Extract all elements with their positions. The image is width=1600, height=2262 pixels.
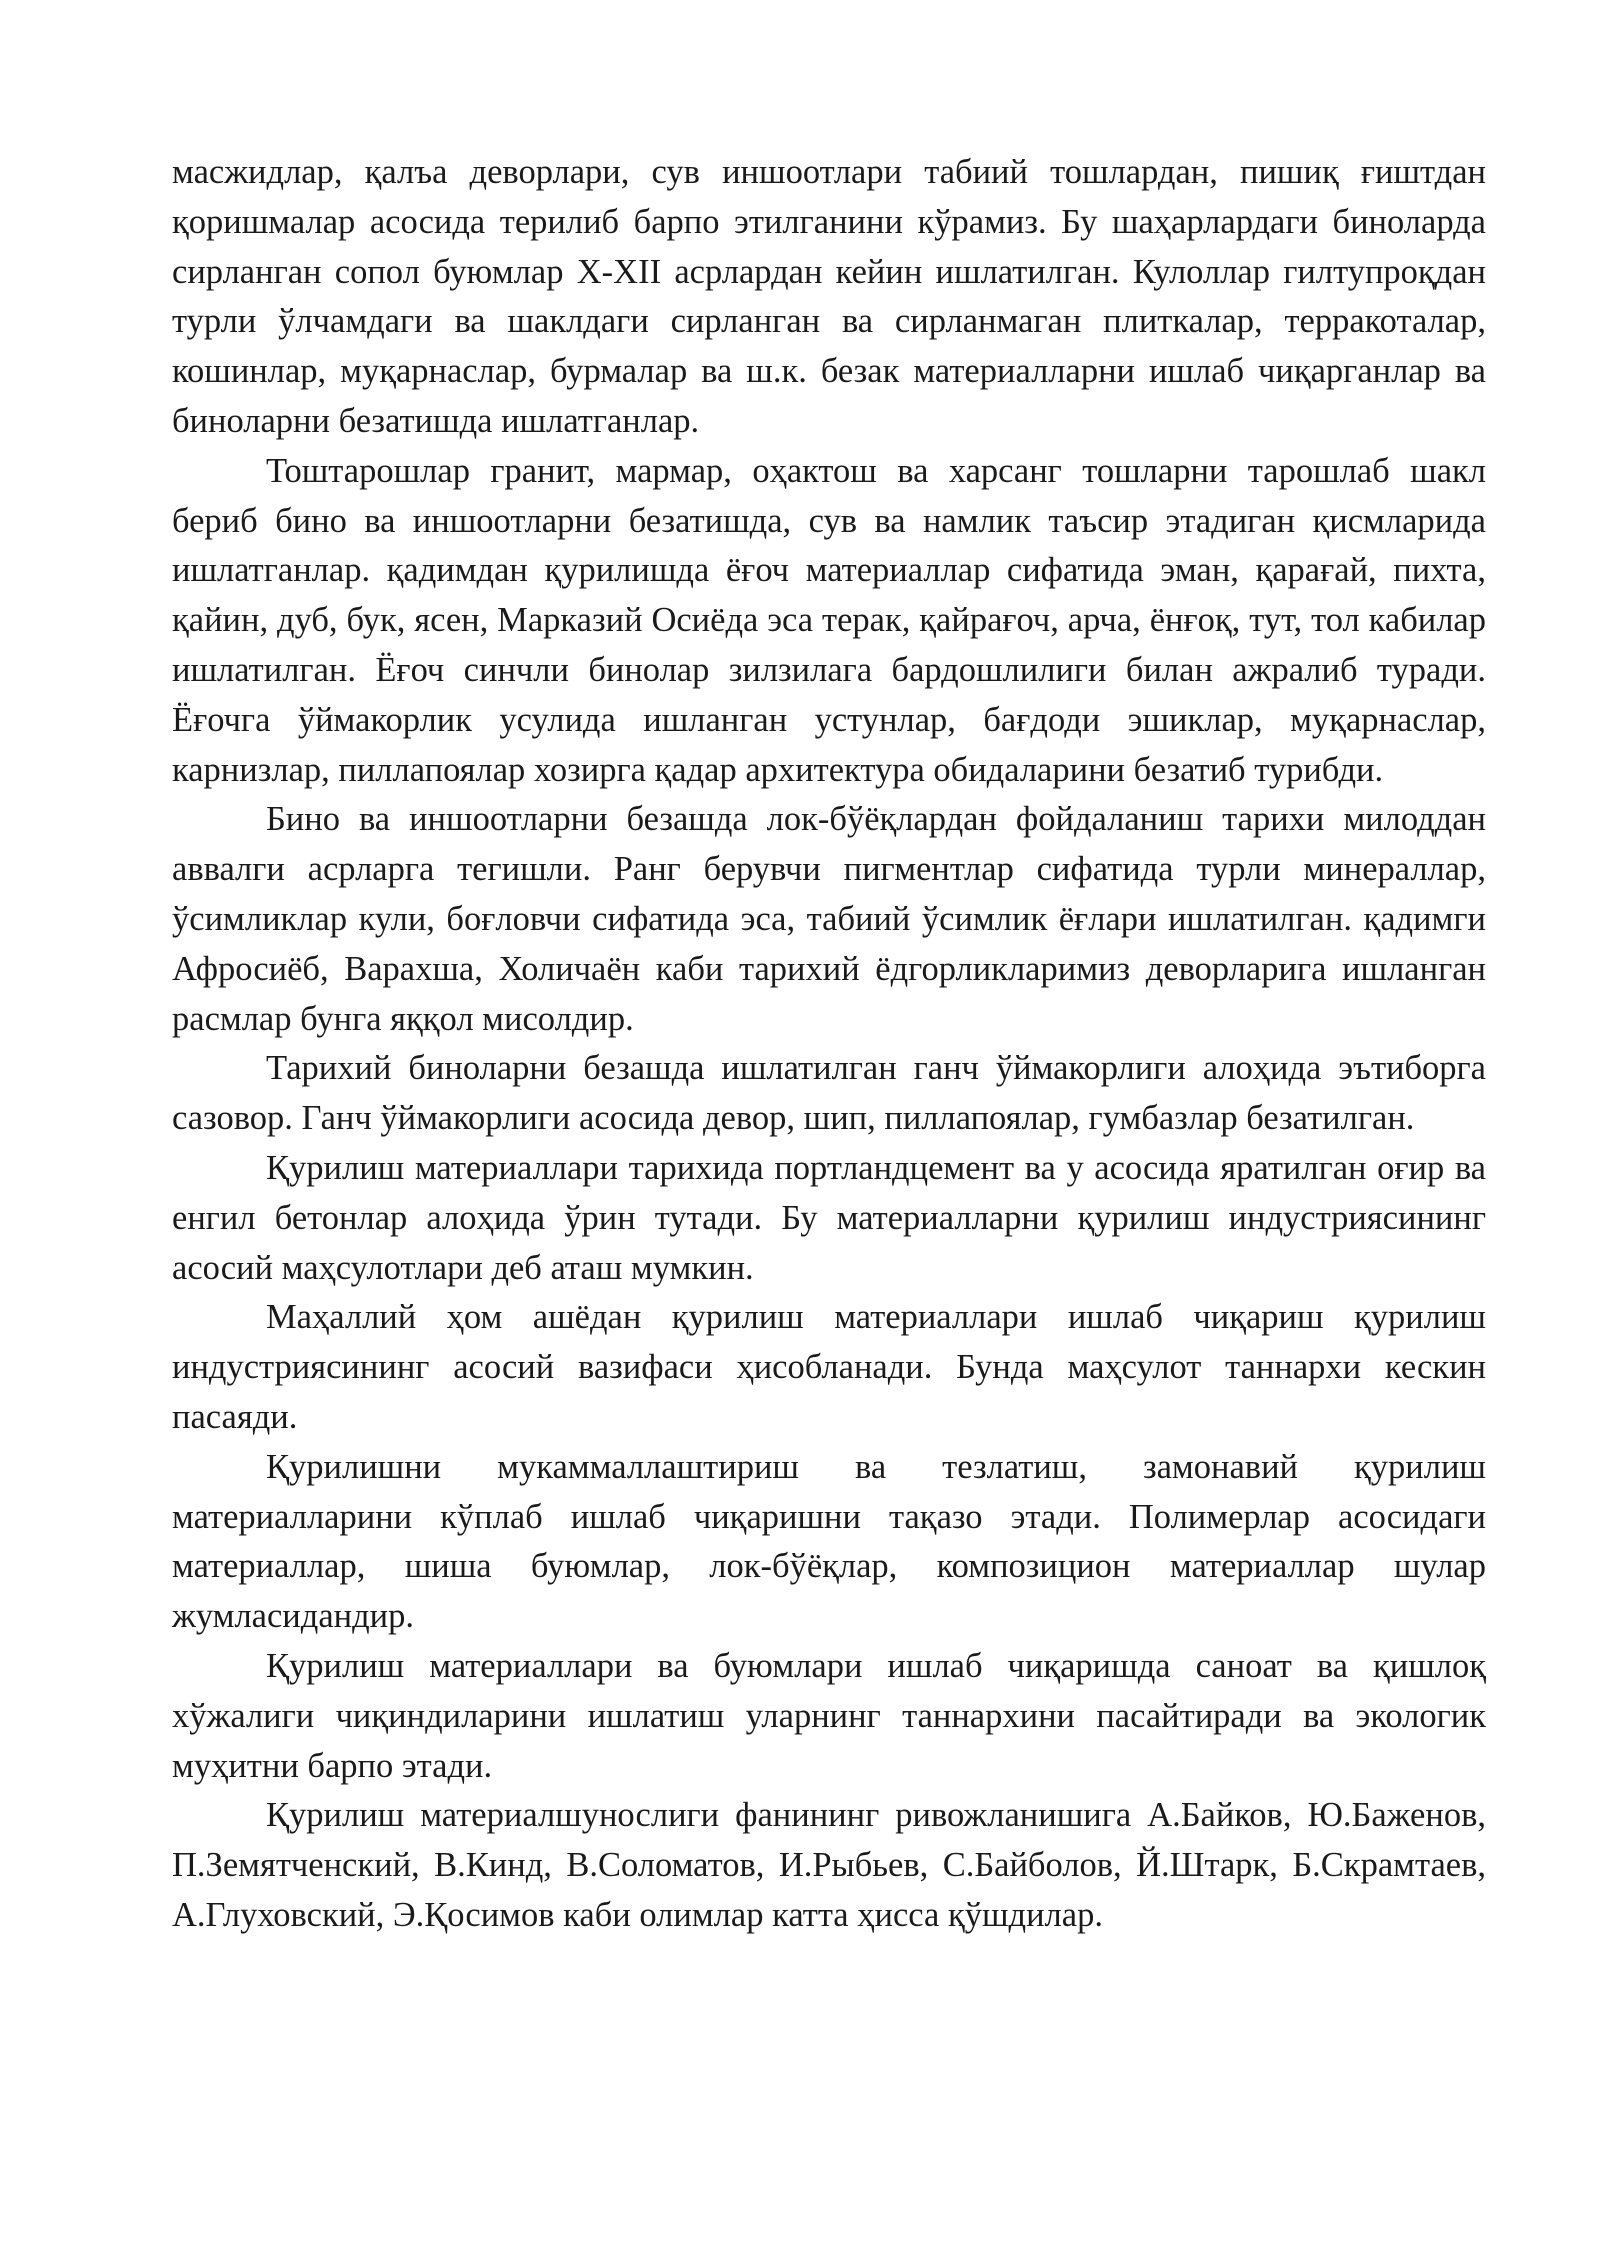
paragraph-3: Бино ва иншоотларни безашда лок-бўёқлардан фойдаланиш тарихи милоддан аввалги асрларга тегишли. Ранг берувчи пигментлар сифатида турли минераллар, ўсимликлар кули, боғловчи сифатида эса, табиий ўсимлик ёғлари ишлатилган. қадимги Афросиёб, Варахша, Холичаён каби тарихий ёдгорликларимиз деворларига ишланган расмлар бунга яққол мисолдир. (172, 800, 1486, 1038)
paragraph-4: Тарихий биноларни безашда ишлатилган ганч ўймакорлиги алоҳида эътиборга сазовор. Ганч ўймакорлиги асосида девор, шип, пиллапоялар, гумбазлар безатилган. (172, 1049, 1486, 1138)
paragraph-7: Қурилишни мукаммаллаштириш ва тезлатиш, замонавий қурилиш материалларини кўплаб ишлаб чиқаришни тақазо этади. Полимерлар асосидаги материаллар, шиша буюмлар, лок-бўёқлар, композицион материаллар шулар жумласидандир. (172, 1447, 1486, 1636)
paragraph-6: Маҳаллий ҳом ашёдан қурилиш материаллари ишлаб чиқариш қурилиш индустриясининг асосий вазифаси ҳисобланади. Бунда маҳсулот таннархи кескин пасаяди. (172, 1298, 1486, 1436)
document-body (172, 148, 1486, 1941)
paragraph-9: Қурилиш материалшунослиги фанининг ривожланишига А.Байков, Ю.Баженов, П.Земятченский, В.Кинд, В.Соломатов, И.Рыбьев, С.Байболов, Й.Штарк, Б.Скрамтаев, А.Глуховский, Э.Қосимов каби олимлар катта ҳисса қўшдилар. (172, 1796, 1486, 1934)
paragraph-2: Тоштарошлар гранит, мармар, оҳактош ва харсанг тошларни тарошлаб шакл бериб бино ва иншоотларни безатишда, сув ва намлик таъсир этадиган қисмларида ишлатганлар. қадимдан қурилишда ёғоч материаллар сифатида эман, қарағай, пихта, қайин, дуб, бук, ясен, Марказий Осиёда эса терак, қайрағоч, арча, ёнғоқ, тут, тол кабилар ишлатилган. Ёғоч синчли бинолар зилзилага бардошлилиги билан ажралиб туради. Ёғочга ўймакорлик усулида ишланган устунлар, бағдоди эшиклар, муқарнаслар, карнизлар, пиллапоялар хозирга қадар архитектура обидаларини безатиб турибди. (172, 451, 1486, 789)
paragraph-8: Қурилиш материаллари ва буюмлари ишлаб чиқаришда саноат ва қишлоқ хўжалиги чиқиндиларини ишлатиш уларнинг таннархини пасайтиради ва экологик муҳитни барпо этади. (172, 1646, 1486, 1785)
paragraph-1: масжидлар, қалъа деворлари, сув иншоотлари табиий тошлардан, пишиқ ғиштдан қоришмалар асосида терилиб барпо этилганини кўрамиз. Бу шаҳарлардаги биноларда сирланган сопол буюмлар X-XII асрлардан кейин ишлатилган. Кулоллар гилтупроқдан турли ўлчамдаги ва шаклдаги сирланган ва сирланмаган плиткалар, терракоталар, кошинлар, муқарнаслар, бурмалар ва ш.к. безак материалларни ишлаб чиқарганлар ва биноларни безатишда ишлатганлар. (172, 153, 1486, 440)
paragraph-5: Қурилиш материаллари тарихида портландцемент ва у асосида яратилган оғир ва енгил бетонлар алоҳида ўрин тутади. Бу материалларни қурилиш индустриясининг асосий маҳсулотлари деб аташ мумкин. (172, 1148, 1486, 1287)
